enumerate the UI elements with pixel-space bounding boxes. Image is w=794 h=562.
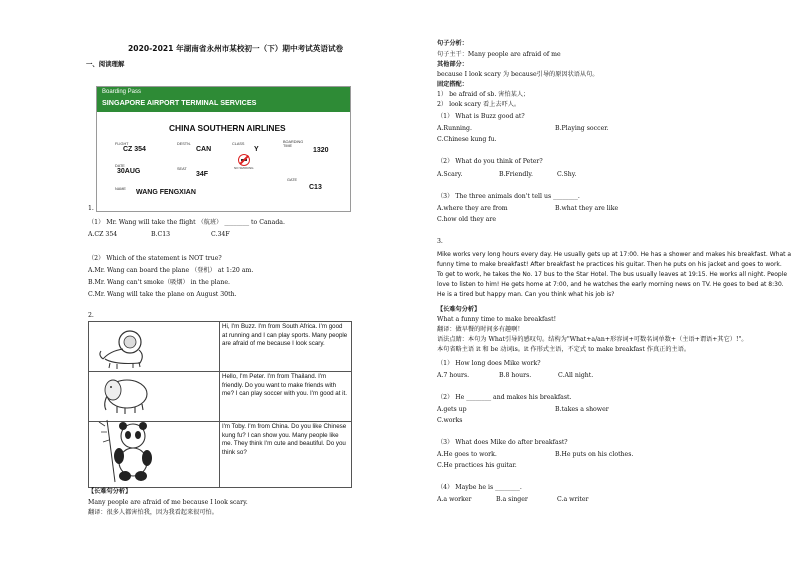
option-c[interactable]: C.Shy.	[557, 171, 577, 178]
option-a[interactable]: A.Running.	[437, 125, 472, 132]
option-a[interactable]: A.Scary.	[437, 171, 463, 178]
flight-value: CZ 354	[123, 146, 146, 153]
airline-name: CHINA SOUTHERN AIRLINES	[169, 123, 286, 133]
question-3-2: （2） He ________ and makes his breakfast.	[437, 394, 572, 401]
question-2-2: （2） What do you think of Peter?	[437, 158, 543, 165]
option-a[interactable]: A.a worker	[437, 496, 472, 503]
table-cell-buzz: Hi, I'm Buzz. I'm from South Africa. I'm good at running and I can play sports. Many people are afraid of me because I look scary.	[222, 323, 348, 348]
option-c[interactable]: C.34F	[211, 231, 230, 238]
others-heading: 其他部分：	[437, 61, 468, 68]
option-c[interactable]: C.Mr. Wang will take the plane on August 30th.	[88, 291, 237, 298]
question-1-2: （2） Which of the statement is NOT true?	[88, 255, 222, 262]
seat-label: SEAT	[177, 167, 187, 171]
option-b[interactable]: B.Mr. Wang can't smoke（吸烟） in the plane.	[88, 279, 230, 286]
long-sentence-heading: 【长难句分析】	[437, 306, 481, 313]
seat-value: 34F	[196, 171, 209, 178]
others-text: because I look scary 为 because引导的原因状语从句。	[437, 71, 599, 78]
question-2-3: （3） The three animals don't tell us ________.	[437, 193, 580, 200]
passage-line: Mike works very long hours every day. He usually gets up at 17:00. He has a shower and makes his breakfast. What a	[437, 251, 792, 258]
phrase-2: 2） look scary 看上去吓人。	[437, 101, 521, 108]
lion-picture	[95, 325, 155, 370]
passage-line: love to listen to him! He gets home at 7:00, and he watches the early morning news on TV. He goes to bed at 8:30.	[437, 281, 784, 288]
question-number: 1.	[88, 205, 94, 212]
phrase-1: 1） be afraid of sb. 害怕某人；	[437, 91, 530, 98]
question-3-3: （3） What does Mike do after breakfast?	[437, 439, 568, 446]
question-number: 2.	[88, 312, 94, 319]
analysis-heading: 句子分析：	[437, 40, 468, 47]
option-b[interactable]: B.what they are like	[555, 205, 619, 212]
boarding-time-value: 1320	[313, 147, 329, 154]
boarding-pass	[96, 86, 351, 212]
panda-picture	[97, 418, 157, 484]
option-b[interactable]: B.Playing soccer.	[555, 125, 609, 132]
gate-value: C13	[309, 184, 322, 191]
passage-line: funny time to make breakfast! After breakfast he practices his guitar. Then he puts on his jacket and goes to work.	[437, 261, 782, 268]
option-b[interactable]: B.8 hours.	[499, 372, 532, 379]
question-3-1: （1） How long does Mike work?	[437, 360, 541, 367]
class-value: Y	[254, 146, 259, 153]
grammar-note: 语法点睛：本句为 What引导的感叹句。结构为"What+a/an+形容词+可数名词单数+（主语+谓语+其它）!"。	[437, 336, 748, 343]
option-c[interactable]: C.a writer	[557, 496, 589, 503]
passage-line: He is a tired but happy man. Can you think what his job is?	[437, 291, 615, 298]
question-3-4: （4） Maybe he is ________.	[437, 484, 522, 491]
option-a[interactable]: A.He goes to work.	[437, 451, 497, 458]
gate-label: GATE	[287, 178, 298, 182]
option-c[interactable]: C.works	[437, 417, 463, 424]
boarding-pass-label: Boarding Pass	[102, 89, 142, 95]
option-b[interactable]: B.Friendly.	[499, 171, 533, 178]
passage-line: To get to work, he takes the No. 17 bus to the Star Hotel. The bus usually leaves at 19:15. He works all night. People	[437, 271, 788, 278]
destn-value: CAN	[196, 146, 212, 153]
option-b[interactable]: B.C13	[151, 231, 171, 238]
elephant-picture	[97, 372, 157, 417]
class-label: CLASS	[232, 142, 245, 146]
option-c[interactable]: C.how old they are	[437, 216, 496, 223]
option-a[interactable]: A.CZ 354	[88, 231, 118, 238]
long-sentence: What a funny time to make breakfast!	[437, 316, 557, 323]
translation: 翻译：很多人都害怕我，因为我看起来很可怕。	[88, 509, 218, 516]
translation: 翻译：做早餐的时间多有趣啊！	[437, 326, 524, 333]
section-heading: 一、阅读理解	[86, 60, 125, 68]
no-smoking-label: NO SMOKING	[234, 166, 254, 170]
option-c[interactable]: C.He practices his guitar.	[437, 462, 517, 469]
table-cell-peter: Hello, I'm Peter. I'm from Thailand. I'm friendly. Do you want to make friends with me? I can play soccer with you. I'm good at it.	[222, 373, 347, 398]
option-a[interactable]: A.where they are from	[437, 205, 508, 212]
boarding-time-label: BOARDING TIME	[283, 140, 304, 149]
phrases-heading: 固定搭配：	[437, 81, 468, 88]
page-title: 2020-2021 年湖南省永州市某校初一（下）期中考试英语试卷	[128, 44, 344, 53]
flight-label: FLIGHT	[115, 142, 129, 146]
question-number: 3.	[437, 238, 443, 245]
long-sentence: Many people are afraid of me because I look scary.	[88, 499, 248, 506]
boarding-pass-company: SINGAPORE AIRPORT TERMINAL SERVICES	[102, 98, 257, 107]
question-1-1: （1） Mr. Wang will take the flight （航班） ________ to Canada.	[88, 219, 285, 226]
option-a[interactable]: A.7 hours.	[437, 372, 470, 379]
grammar-note: 本句省略主语 it 和 be 动词is。it 作形式主语，不定式 to make breakfast 作真正的主语。	[437, 346, 691, 353]
long-sentence-heading: 【长难句分析】	[88, 488, 132, 495]
option-c[interactable]: C.Chinese kung fu.	[437, 136, 497, 143]
option-b[interactable]: B.He puts on his clothes.	[555, 451, 634, 458]
option-b[interactable]: B.a singer	[496, 496, 528, 503]
option-a[interactable]: A.Mr. Wang can board the plane （登机） at 1:20 am.	[88, 267, 254, 274]
name-value: WANG FENGXIAN	[136, 189, 196, 196]
date-label: DATE	[115, 164, 125, 168]
table-cell-toby: I'm Toby. I'm from China. Do you like Chinese kung fu? I can show you. Many people like me. They think I'm cute and beautiful. Do you think so?	[222, 423, 347, 456]
sentence-subject: 句子主干：Many people are afraid of me	[437, 51, 561, 58]
option-b[interactable]: B.takes a shower	[555, 406, 609, 413]
date-value: 30AUG	[117, 168, 141, 175]
option-c[interactable]: C.All night.	[558, 372, 594, 379]
no-smoking-icon	[238, 154, 250, 166]
question-2-1: （1） What is Buzz good at?	[437, 113, 525, 120]
option-a[interactable]: A.gets up	[437, 406, 467, 413]
boarding-pass-header	[97, 87, 350, 112]
destn-label: DESTN.	[177, 142, 191, 146]
name-label: NAME	[115, 187, 126, 191]
